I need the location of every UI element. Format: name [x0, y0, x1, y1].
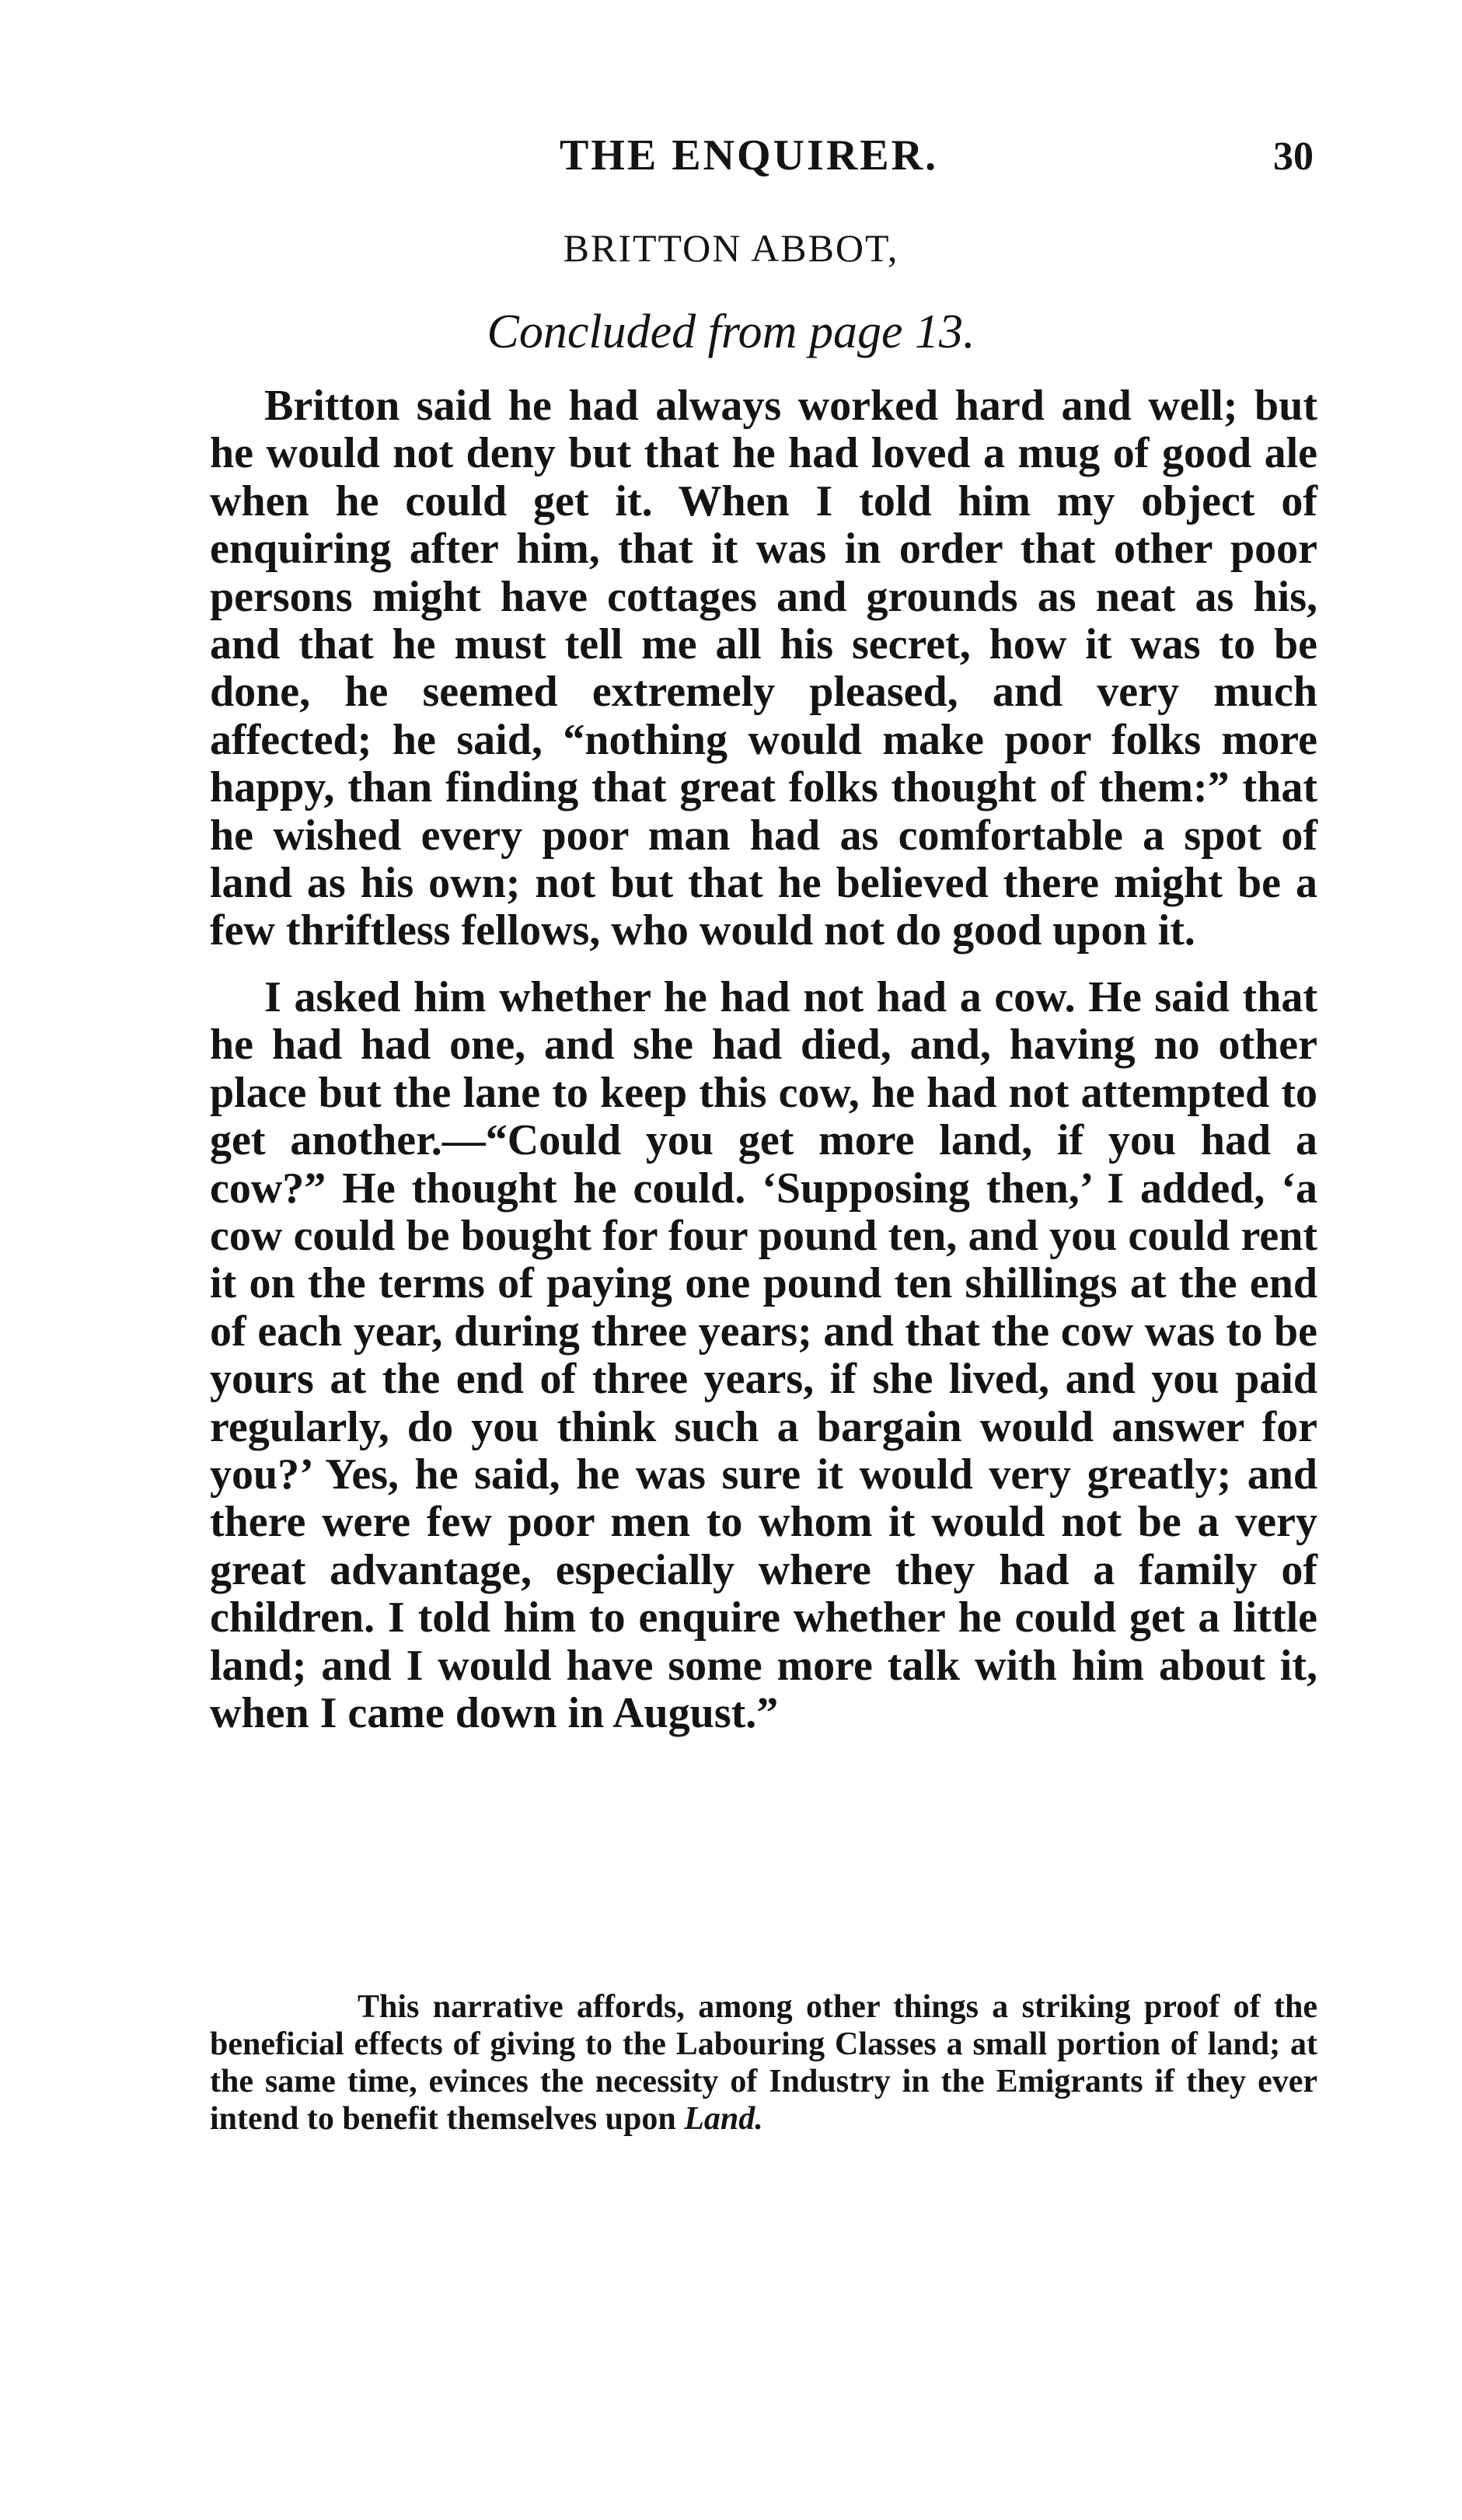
journal-title: THE ENQUIRER.: [560, 131, 939, 180]
paragraph: I asked him whether he had not had a cow. He said that he had had one, and she had died, and, having no other place but the lane to keep this cow, he had not attempted to get another.—“Could you get more land, if you had a cow?” He thought he could. ‘Supposing then,’ I added, ‘a cow could be bought for four pound ten, and you could rent it on the terms of paying one pound ten shillings at the end of each year, during three years; and that the cow was to be yours at the end of three years, if she lived, and you paid regularly, do you think such a bargain would answer for you?’ Yes, he said, he was sure it would very greatly; and there were few poor men to whom it would not be a very great advantage, especially where they had a family of children. I told him to enquire whether he could get a little land; and I would have some more talk with him about it, when I came down in August.”: [210, 972, 1317, 1737]
paragraph: Britton said he had always worked hard and well; but he would not deny but that he had loved a mug of good ale when he could get it. When I told him my object of enquiring after him, that it was in order that other poor persons might have cottages and grounds as neat as his, and that he must tell me all his secret, how it was to be done, he seemed extremely pleased, and very much affected; he said, “nothing would make poor folks more happy, than finding that great folks thought of them:” that he wished every poor man had as comfortable a spot of land as his own; not but that he believed there might be a few thriftless fellows, who would not do good upon it.: [210, 382, 1317, 955]
note-text: This narrative affords, among other things a striking proof of the beneficial effects of giving to the Labouring Classes a small portion of land; at the same time, evinces the necessity of Industry in the Emigrants if they ever intend to benefit themselves upon: [210, 1989, 1317, 2137]
note-paragraph: [210, 1988, 1317, 2138]
article-body: [210, 382, 1317, 1756]
article-subtitle: Concluded from page 13.: [487, 305, 975, 358]
running-head: [210, 131, 1314, 193]
editorial-note: [210, 1988, 1317, 2138]
page-number: 30: [1273, 134, 1314, 179]
article-title: BRITTON ABBOT,: [563, 226, 899, 270]
note-emphasis: Land.: [684, 2101, 763, 2137]
